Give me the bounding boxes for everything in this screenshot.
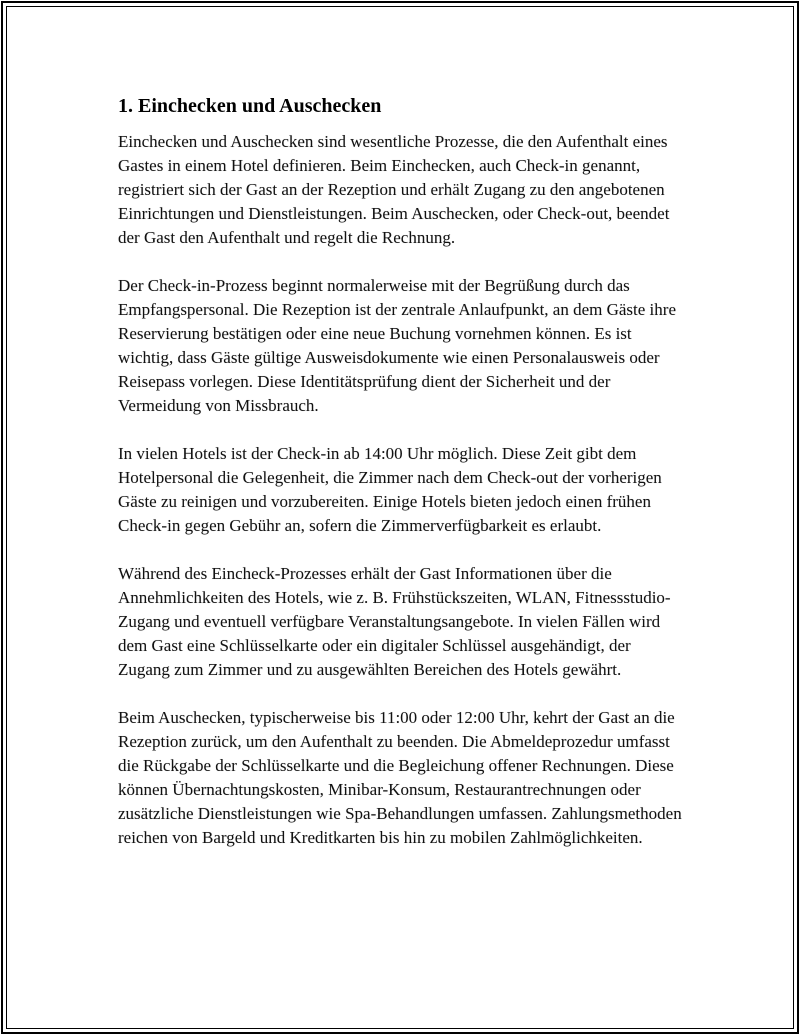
document-body (118, 94, 684, 874)
paragraph-amenities: Während des Eincheck-Prozesses erhält der Gast Informationen über die Annehmlichkeiten des Hotels, wie z. B. Frühstückszeiten, WLAN, Fitnessstudio-Zugang und eventuell verfügbare Veranstaltungsangebote. In vielen Fällen wird dem Gast eine Schlüsselkarte oder ein digitaler Schlüssel ausgehändigt, der Zugang zum Zimmer und zu ausgewählten Bereichen des Hotels gewährt. (118, 564, 671, 679)
paragraph-check-out: Beim Auschecken, typischerweise bis 11:00 oder 12:00 Uhr, kehrt der Gast an die Rezeption zurück, um den Aufenthalt zu beenden. Die Abmeldeprozedur umfasst die Rückgabe der Schlüsselkarte und die Begleichung offener Rechnungen. Diese können Übernachtungskosten, Minibar-Konsum, Restaurantrechnungen oder zusätzliche Dienstleistungen wie Spa-Behandlungen umfassen. Zahlungsmethoden reichen von Bargeld und Kreditkarten bis hin zu mobilen Zahlmöglichkeiten. (118, 708, 682, 847)
paragraph-intro: Einchecken und Auschecken sind wesentliche Prozesse, die den Aufenthalt eines Gastes in einem Hotel definieren. Beim Einchecken, auch Check-in genannt, registriert sich der Gast an der Rezeption und erhält Zugang zu den angebotenen Einrichtungen und Dienstleistungen. Beim Auschecken, oder Check-out, beendet der Gast den Aufenthalt und regelt die Rechnung. (118, 132, 670, 247)
section-heading: 1. Einchecken und Auschecken (118, 95, 382, 117)
paragraph-check-in-time: In vielen Hotels ist der Check-in ab 14:00 Uhr möglich. Diese Zeit gibt dem Hotelpersonal die Gelegenheit, die Zimmer nach dem Check-out der vorherigen Gäste zu reinigen und vorzubereiten. Einige Hotels bieten jedoch einen frühen Check-in gegen Gebühr an, sofern die Zimmerverfügbarkeit es erlaubt. (118, 444, 662, 535)
paragraph-check-in-process: Der Check-in-Prozess beginnt normalerweise mit der Begrüßung durch das Empfangspersonal. Die Rezeption ist der zentrale Anlaufpunkt, an dem Gäste ihre Reservierung bestätigen oder eine neue Buchung vornehmen können. Es ist wichtig, dass Gäste gültige Ausweisdokumente wie einen Personalausweis oder Reisepass vorlegen. Diese Identitätsprüfung dient der Sicherheit und der Vermeidung von Missbrauch. (118, 276, 676, 415)
